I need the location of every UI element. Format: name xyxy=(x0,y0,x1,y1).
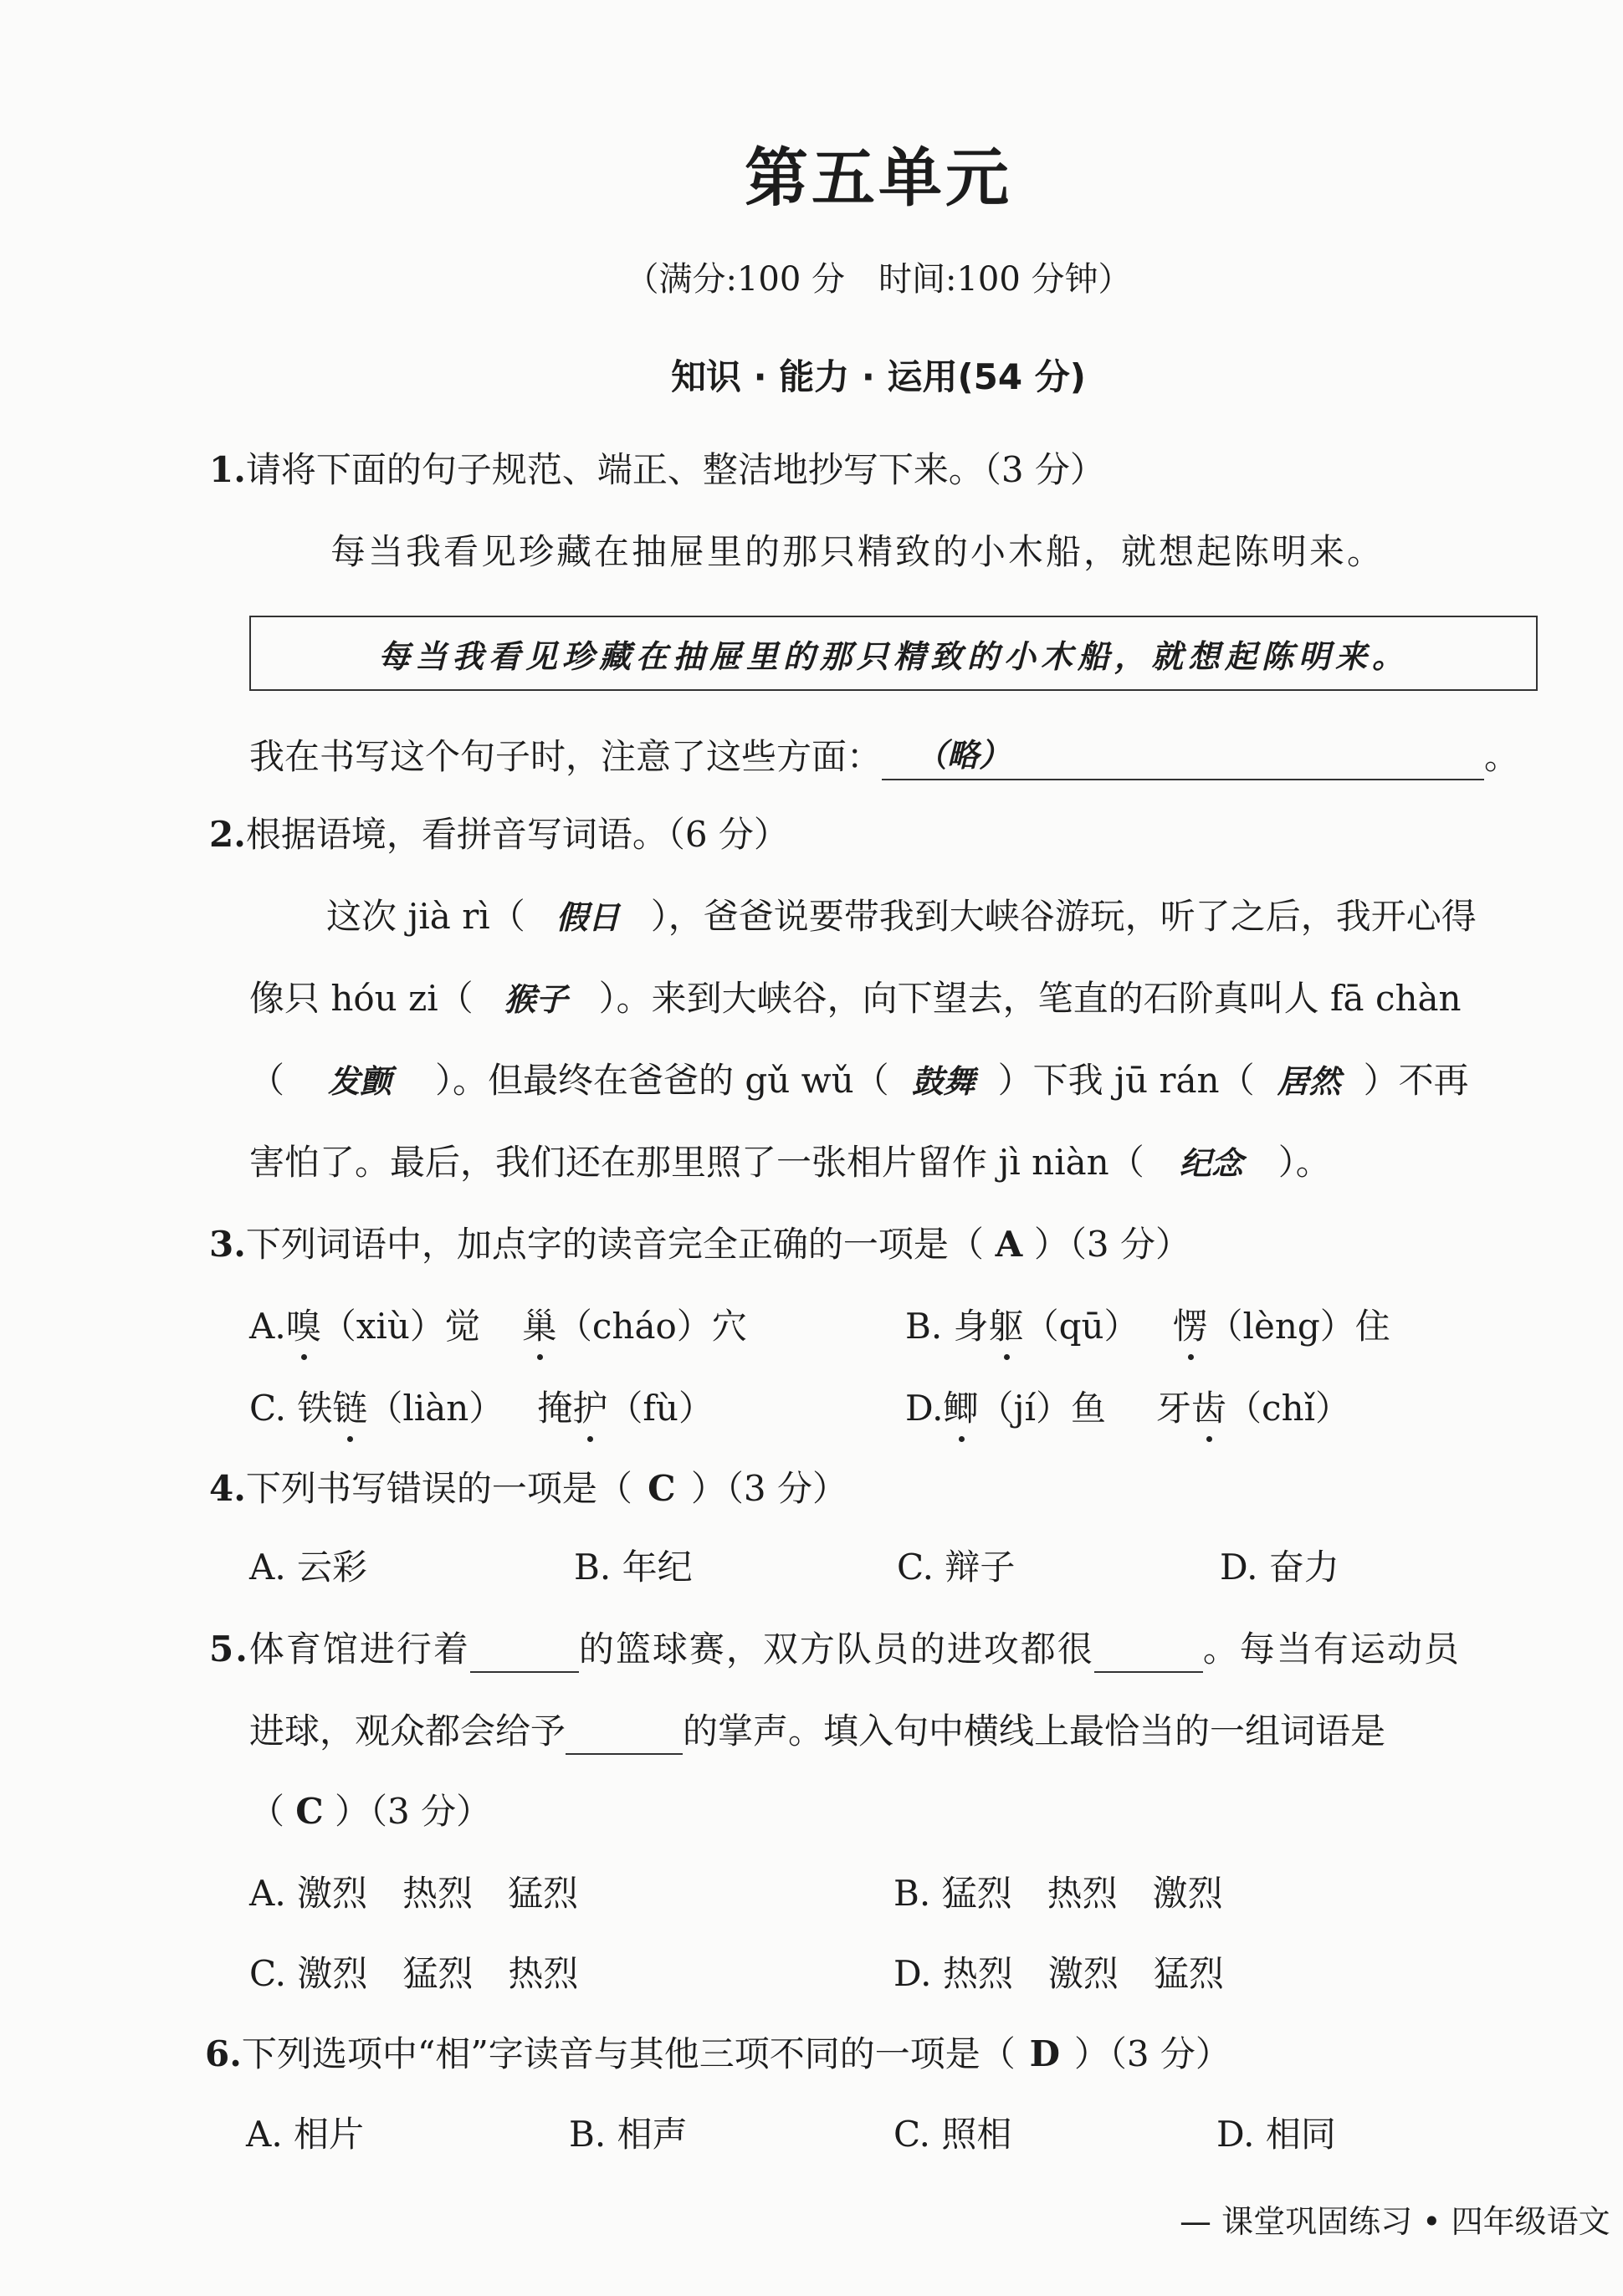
q1-note-answer: （略） xyxy=(915,736,1011,774)
q4-option-c[interactable]: C. 辩子 xyxy=(897,1547,1016,1588)
q3-c-label: C. 铁 xyxy=(249,1388,333,1429)
q3-a-dotted-1: 嗅 xyxy=(286,1303,321,1350)
q6-option-b[interactable]: B. 相声 xyxy=(569,2114,688,2155)
q3-c-dotted-2: 护 xyxy=(572,1385,607,1432)
page-footer: — 课堂巩固练习 • 四年级语文 xyxy=(1180,2203,1610,2240)
q2-answer-4[interactable]: 鼓舞 xyxy=(911,1062,975,1100)
q1-note xyxy=(249,731,1519,780)
q4-option-a[interactable]: A. 云彩 xyxy=(249,1547,368,1588)
q2-text-8: ）不再 xyxy=(1363,1060,1469,1101)
q3-c-dotted-1: 链 xyxy=(332,1385,367,1432)
q1-note-blank[interactable] xyxy=(882,731,1484,780)
q2-text-1: 这次 jià rì（ xyxy=(326,896,525,937)
q5-text-7: ）（3 分） xyxy=(335,1791,492,1832)
q4-number: 4. xyxy=(209,1468,246,1509)
q6-number: 6. xyxy=(205,2033,242,2074)
q2-number: 2. xyxy=(209,814,246,855)
q3-b-label: B. 身 xyxy=(905,1306,989,1347)
q3-b-dotted-2: 愣 xyxy=(1173,1303,1208,1350)
q3-stem xyxy=(209,1221,1190,1268)
q5-answer[interactable]: C xyxy=(295,1791,324,1832)
q3-number: 3. xyxy=(209,1224,246,1265)
q3-c-rest-1: （liàn） xyxy=(367,1388,504,1429)
q3-b-rest-1: （qū） xyxy=(1023,1306,1139,1347)
q2-text-9: 害怕了。最后，我们还在那里照了一张相片留作 jì niàn（ xyxy=(249,1142,1144,1183)
q5-line-1 xyxy=(209,1626,1461,1673)
q2-answer-1[interactable]: 假日 xyxy=(556,898,620,936)
q5-option-a[interactable]: A. 激烈 热烈 猛烈 xyxy=(249,1873,579,1914)
q5-blank-1[interactable] xyxy=(470,1638,579,1673)
q5-number: 5. xyxy=(209,1629,249,1670)
q3-text-b: ）（3 分） xyxy=(1033,1224,1190,1265)
q3-d-rest-1: （jí）鱼 xyxy=(978,1388,1107,1429)
q6-text-b: ）（3 分） xyxy=(1073,2033,1231,2074)
q5-option-c[interactable]: C. 激烈 猛烈 热烈 xyxy=(249,1953,579,1994)
q2-text-3: 像只 hóu zi（ xyxy=(249,978,474,1019)
q2-answer-6[interactable]: 纪念 xyxy=(1179,1144,1243,1182)
q3-d-rest-2: （chǐ） xyxy=(1226,1388,1351,1429)
q3-d-pre-2: 牙 xyxy=(1156,1388,1192,1429)
q3-answer[interactable]: A xyxy=(995,1224,1023,1265)
q1-stem xyxy=(209,447,1105,493)
q4-option-b[interactable]: B. 年纪 xyxy=(574,1547,693,1588)
q2-answer-3[interactable]: 发颤 xyxy=(328,1062,392,1100)
q5-blank-3[interactable] xyxy=(566,1720,683,1755)
q3-b-dotted-1: 躯 xyxy=(989,1303,1024,1350)
q3-a-label: A. xyxy=(249,1306,286,1347)
q3-c-rest-2: （fù） xyxy=(607,1388,714,1429)
q3-option-d[interactable] xyxy=(905,1385,1350,1432)
q2-text-4: ）。来到大峡谷，向下望去，笔直的石阶真叫人 fā chàn xyxy=(598,978,1462,1019)
q6-text-a: 下列选项中“相”字读音与其他三项不同的一项是（ xyxy=(241,2033,1016,2074)
q2-answer-2[interactable]: 猴子 xyxy=(504,980,568,1018)
q6-option-c[interactable]: C. 照相 xyxy=(893,2114,1012,2155)
q5-blank-2[interactable] xyxy=(1094,1638,1203,1673)
q2-text-10: ）。 xyxy=(1277,1142,1331,1183)
q5-option-b[interactable]: B. 猛烈 热烈 激烈 xyxy=(893,1873,1223,1914)
q2-text-2: ），爸爸说要带我到大峡谷游玩，听了之后，我开心得 xyxy=(650,896,1477,937)
q3-text-a: 下列词语中，加点字的读音完全正确的一项是（ xyxy=(245,1224,984,1265)
q3-option-c[interactable] xyxy=(249,1385,714,1432)
q5-text-2: 的篮球赛，双方队员的进攻都很 xyxy=(578,1629,1094,1670)
q2-text-7: ）下我 jū rán（ xyxy=(997,1060,1255,1101)
q3-d-dotted-1: 鲫 xyxy=(944,1385,979,1432)
q4-text-b: ）（3 分） xyxy=(690,1468,847,1509)
q5-line-3 xyxy=(249,1788,491,1835)
q3-d-label: D. xyxy=(905,1388,944,1429)
q4-text-a: 下列书写错误的一项是（ xyxy=(245,1468,632,1509)
page-title: 第五单元 xyxy=(745,141,1012,215)
q2-line-1 xyxy=(326,893,1477,941)
q2-line-3 xyxy=(249,1057,1469,1105)
q5-text-1: 体育馆进行着 xyxy=(248,1629,470,1670)
q3-b-rest-2: （lèng）住 xyxy=(1207,1306,1390,1347)
q2-text-6: ）。但最终在爸爸的 gǔ wǔ（ xyxy=(435,1060,889,1101)
q3-a-rest-2: （cháo）穴 xyxy=(556,1306,747,1347)
q1-number: 1. xyxy=(209,449,246,490)
q1-note-suffix: 。 xyxy=(1484,736,1520,777)
q3-a-dotted-2: 巢 xyxy=(522,1303,557,1350)
q6-stem xyxy=(205,2031,1231,2078)
q5-text-4: 进球，观众都会给予 xyxy=(249,1710,566,1751)
section-heading: 知识 · 能力 · 运用(54 分) xyxy=(671,356,1086,397)
q2-text: 根据语境，看拼音写词语。（6 分） xyxy=(245,814,789,855)
q1-text: 请将下面的句子规范、端正、整洁地抄写下来。（3 分） xyxy=(245,449,1105,490)
q4-option-d[interactable]: D. 奋力 xyxy=(1220,1547,1339,1588)
q3-a-rest-1: （xiù）觉 xyxy=(320,1306,480,1347)
q2-line-4 xyxy=(249,1139,1331,1187)
q1-copy-answer: 每当我看见珍藏在抽屉里的那只精致的小木船，就想起陈明来。 xyxy=(377,637,1409,675)
q5-text-5: 的掌声。填入句中横线上最恰当的一组词语是 xyxy=(683,1710,1386,1751)
q5-text-3: 。每当有运动员 xyxy=(1202,1629,1461,1670)
q3-option-a[interactable] xyxy=(249,1303,747,1350)
q2-answer-5[interactable]: 居然 xyxy=(1277,1062,1341,1100)
q5-text-6: （ xyxy=(249,1791,285,1832)
score-time-info: （满分:100 分 时间:100 分钟） xyxy=(625,260,1132,299)
q2-text-5: （ xyxy=(249,1060,285,1101)
q4-stem xyxy=(209,1465,847,1512)
q6-answer[interactable]: D xyxy=(1029,2033,1061,2074)
q5-line-2 xyxy=(249,1708,1385,1755)
q6-option-d[interactable]: D. 相同 xyxy=(1216,2114,1336,2155)
q2-stem xyxy=(209,811,789,858)
q3-d-dotted-2: 齿 xyxy=(1191,1385,1226,1432)
q3-option-b[interactable] xyxy=(905,1303,1390,1350)
q6-option-a[interactable]: A. 相片 xyxy=(246,2114,365,2155)
q2-line-2 xyxy=(249,975,1462,1023)
q5-option-d[interactable]: D. 热烈 激烈 猛烈 xyxy=(893,1953,1224,1994)
q3-c-pre-2: 掩 xyxy=(537,1388,573,1429)
q1-copy-box[interactable] xyxy=(249,616,1538,691)
q4-answer[interactable]: C xyxy=(648,1468,676,1509)
q1-sentence: 每当我看见珍藏在抽屉里的那只精致的小木船，就想起陈明来。 xyxy=(330,531,1385,572)
q1-note-prefix: 我在书写这个句子时，注意了这些方面： xyxy=(249,736,883,777)
